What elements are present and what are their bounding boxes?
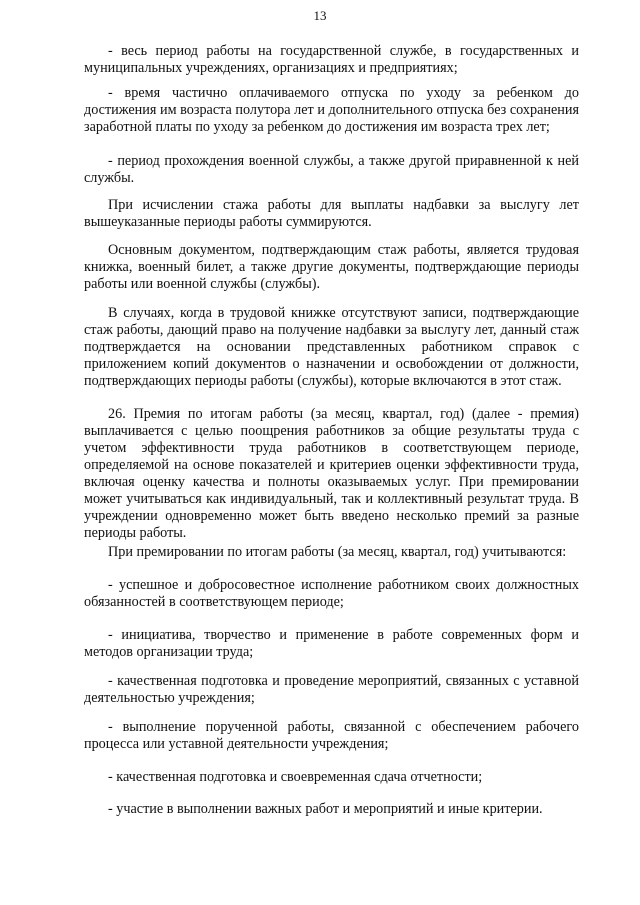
paragraph-summation: При исчислении стажа работы для выплаты надбавки за выслугу лет вышеуказанные периоды работы суммируются. — [84, 197, 579, 230]
list-item-events: - качественная подготовка и проведение мероприятий, связанных с уставной деятельностью учреждения; — [84, 673, 579, 706]
list-item-assigned-work: - выполнение порученной работы, связанной с обеспечением рабочего процесса или уставной деятельности учреждения; — [84, 719, 579, 752]
list-item-duties: - успешное и добросовестное исполнение работником своих должностных обязанностей в соответствующем периоде; — [84, 577, 579, 610]
paragraph-service-period: - весь период работы на государственной службе, в государственных и муниципальных учреждениях, организациях и предприятиях; — [84, 43, 579, 76]
list-item-other-criteria: - участие в выполнении важных работ и мероприятий и иные критерии. — [108, 801, 543, 817]
paragraph-child-leave: - время частично оплачиваемого отпуска по уходу за ребенком до достижения им возраста полутора лет и дополнительного отпуска без сохранения заработной платы по уходу за ребенком до достижения им возраста трех лет; — [84, 85, 579, 135]
paragraph-main-document: Основным документом, подтверждающим стаж работы, является трудовая книжка, военный билет, а также другие документы, подтверждающие периоды работы или военной службы (службы). — [84, 242, 579, 292]
paragraph-bonus-criteria-intro: При премировании по итогам работы (за месяц, квартал, год) учитываются: — [108, 544, 567, 560]
list-item-reporting: - качественная подготовка и своевременная сдача отчетности; — [108, 769, 483, 785]
paragraph-bonus-26: 26. Премия по итогам работы (за месяц, квартал, год) (далее - премия) выплачивается с целью поощрения работников за общие результаты труда с учетом эффективности труда работников в соответствующем периоде, определяемой на основе показателей и критериев оценки эффективности труда, включая оценку качества и полноты оказываемых услуг. При премировании может учитываться как индивидуальный, так и коллективный результат труда. В учреждении одновременно может быть введено несколько премий за разные периоды работы. — [84, 406, 579, 541]
paragraph-military-service: - период прохождения военной службы, а также другой приравненной к ней службы. — [84, 153, 579, 186]
page-number: 13 — [313, 8, 327, 23]
paragraph-no-records: В случаях, когда в трудовой книжке отсутствуют записи, подтверждающие стаж работы, дающий право на получение надбавки за выслугу лет, данный стаж подтверждается на основании представленных работником справок с приложением копий документов о назначении и освобождении от должности, подтверждающих периоды работы (службы), которые включаются в этот стаж. — [84, 305, 579, 389]
list-item-initiative: - инициатива, творчество и применение в работе современных форм и методов организации труда; — [84, 627, 579, 660]
